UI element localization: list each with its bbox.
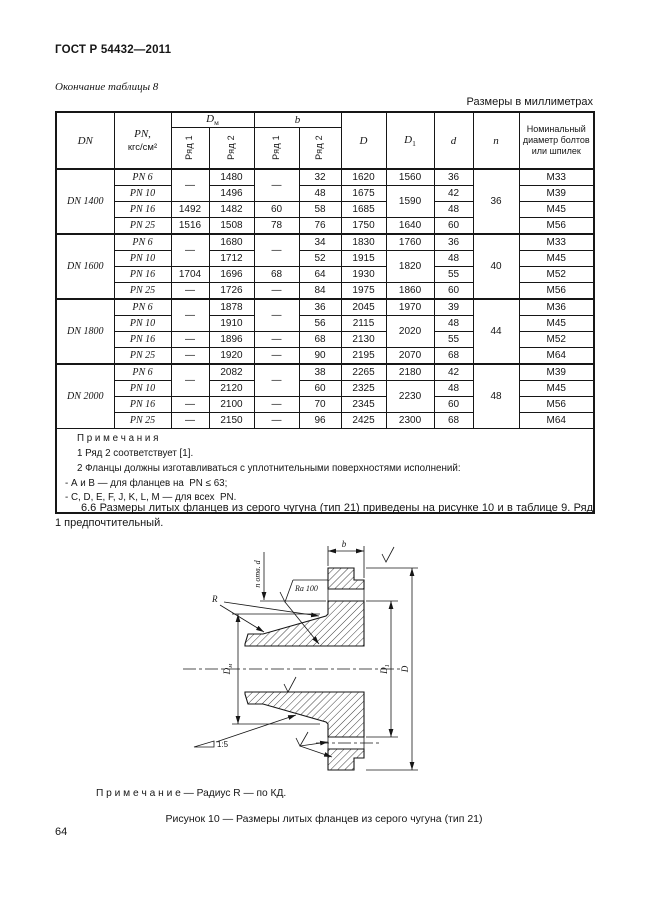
pn-cell: PN 16: [114, 397, 171, 413]
value-cell: 1560: [386, 169, 434, 186]
value-cell: 84: [299, 283, 341, 300]
value-cell: 60: [434, 283, 473, 300]
value-cell: 1878: [209, 299, 254, 316]
svg-text:Dм: $D_м$: [222, 663, 234, 675]
value-cell: 52: [299, 251, 341, 267]
value-cell: M52: [519, 267, 594, 283]
subcol-b-ryad1: Ряд 1: [254, 128, 299, 170]
pn-cell: PN 10: [114, 251, 171, 267]
table-row: [56, 169, 594, 186]
value-cell: —: [171, 397, 209, 413]
value-cell: 1516: [171, 218, 209, 235]
flange-figure: [168, 536, 430, 793]
pn-cell: PN 6: [114, 364, 171, 381]
value-cell: 64: [299, 267, 341, 283]
pn-cell: PN 6: [114, 299, 171, 316]
value-cell: 48: [434, 202, 473, 218]
value-cell: 1975: [341, 283, 386, 300]
value-cell: 36: [434, 169, 473, 186]
para-6-6: 6.6 Размеры литых фланцев из серого чугуна (тип 21) приведены на рисунке 10 и в таблице 9. Ряд 1 предпочтительный.: [55, 502, 593, 529]
value-cell: 96: [299, 413, 341, 429]
dn-cell: DN 2000: [56, 364, 114, 429]
value-cell: 1970: [386, 299, 434, 316]
value-cell: 36: [473, 169, 519, 234]
value-cell: 1508: [209, 218, 254, 235]
value-cell: 60: [254, 202, 299, 218]
pn-cell: PN 25: [114, 283, 171, 300]
pn-cell: PN 6: [114, 234, 171, 251]
value-cell: 68: [434, 413, 473, 429]
dn-cell: DN 1600: [56, 234, 114, 299]
value-cell: M33: [519, 234, 594, 251]
table-row: [56, 299, 594, 316]
dimensions-table: [55, 111, 595, 514]
value-cell: —: [254, 397, 299, 413]
table-row: [56, 364, 594, 381]
finish-mark-top-icon: [382, 547, 394, 562]
value-cell: 34: [299, 234, 341, 251]
value-cell: 2300: [386, 413, 434, 429]
finish-mark-hole-icon: [296, 732, 332, 757]
svg-text:D1: $D_1$: [379, 664, 391, 674]
value-cell: 2070: [386, 348, 434, 365]
subcol-b-ryad2: Ряд 2: [299, 128, 341, 170]
value-cell: 2195: [341, 348, 386, 365]
col-header-dm: $D_м$: [171, 112, 254, 128]
value-cell: M56: [519, 397, 594, 413]
page-number: 64: [55, 826, 68, 838]
value-cell: 48: [434, 251, 473, 267]
value-cell: 1704: [171, 267, 209, 283]
value-cell: 56: [299, 316, 341, 332]
value-cell: —: [254, 169, 299, 202]
value-cell: —: [254, 332, 299, 348]
value-cell: M45: [519, 381, 594, 397]
value-cell: 36: [434, 234, 473, 251]
value-cell: —: [171, 413, 209, 429]
value-cell: 55: [434, 267, 473, 283]
value-cell: —: [254, 234, 299, 267]
value-cell: 48: [299, 186, 341, 202]
value-cell: 2230: [386, 381, 434, 413]
value-cell: 42: [434, 186, 473, 202]
note-line: - А и В — для фланцев на PN ≤ 63;: [65, 477, 228, 489]
value-cell: 39: [434, 299, 473, 316]
value-cell: 48: [434, 381, 473, 397]
value-cell: 55: [434, 332, 473, 348]
value-cell: —: [171, 299, 209, 332]
value-cell: 2265: [341, 364, 386, 381]
value-cell: —: [254, 299, 299, 332]
value-cell: 40: [473, 234, 519, 299]
units-label: Размеры в миллиметрах: [466, 96, 593, 108]
value-cell: 2115: [341, 316, 386, 332]
value-cell: 1496: [209, 186, 254, 202]
value-cell: 1760: [386, 234, 434, 251]
value-cell: 1726: [209, 283, 254, 300]
value-cell: —: [171, 332, 209, 348]
pn-cell: PN 10: [114, 186, 171, 202]
value-cell: M56: [519, 218, 594, 235]
value-cell: —: [171, 348, 209, 365]
note-line: П р и м е ч а н и я: [77, 433, 159, 445]
value-cell: M33: [519, 169, 594, 186]
value-cell: 2130: [341, 332, 386, 348]
value-cell: 58: [299, 202, 341, 218]
subcol-dm-ryad2: Ряд 2: [209, 128, 254, 170]
table-head: [56, 112, 594, 169]
pn-cell: PN 16: [114, 202, 171, 218]
pn-symbol: PN,: [134, 128, 151, 141]
value-cell: —: [254, 364, 299, 397]
value-cell: M39: [519, 364, 594, 381]
value-cell: —: [171, 169, 209, 202]
value-cell: 1930: [341, 267, 386, 283]
value-cell: 1640: [386, 218, 434, 235]
value-cell: 1492: [171, 202, 209, 218]
pn-cell: PN 16: [114, 267, 171, 283]
col-header-d: d: [434, 112, 473, 169]
value-cell: 44: [473, 299, 519, 364]
pn-cell: PN 10: [114, 381, 171, 397]
value-cell: 78: [254, 218, 299, 235]
value-cell: —: [171, 283, 209, 300]
col-header-D1: $D_1$: [386, 112, 434, 169]
value-cell: 1480: [209, 169, 254, 186]
col-header-D: D: [341, 112, 386, 169]
value-cell: —: [254, 413, 299, 429]
value-cell: 1820: [386, 251, 434, 283]
pn-cell: PN 25: [114, 413, 171, 429]
value-cell: M52: [519, 332, 594, 348]
note-line: - C, D, E, F, J, K, L, M — для всех PN.: [65, 492, 237, 504]
value-cell: 38: [299, 364, 341, 381]
col-header-b: b: [254, 112, 341, 128]
note-line: 2 Фланцы должны изготавливаться с уплотнительными поверхностями исполнений:: [77, 462, 461, 474]
value-cell: 68: [299, 332, 341, 348]
value-cell: 1590: [386, 186, 434, 218]
col-header-dn: DN: [56, 112, 114, 169]
value-cell: M45: [519, 202, 594, 218]
svg-text:R: R: [212, 594, 218, 604]
value-cell: —: [254, 348, 299, 365]
pn-cell: PN 25: [114, 348, 171, 365]
value-cell: 32: [299, 169, 341, 186]
value-cell: 1750: [341, 218, 386, 235]
flange-drawing-svg: [168, 536, 430, 788]
value-cell: —: [171, 234, 209, 267]
value-cell: 2100: [209, 397, 254, 413]
value-cell: M45: [519, 316, 594, 332]
table-row: [56, 234, 594, 251]
value-cell: M36: [519, 299, 594, 316]
value-cell: 1685: [341, 202, 386, 218]
taper-callout: [194, 715, 296, 749]
value-cell: 68: [434, 348, 473, 365]
value-cell: 1860: [386, 283, 434, 300]
value-cell: 70: [299, 397, 341, 413]
table-body: [56, 169, 594, 429]
value-cell: 2325: [341, 381, 386, 397]
value-cell: 42: [434, 364, 473, 381]
value-cell: —: [171, 364, 209, 397]
pn-cell: PN 16: [114, 332, 171, 348]
value-cell: 48: [473, 364, 519, 429]
svg-text:n отв. d: n отв. d: [253, 560, 262, 588]
gost-number: ГОСТ Р 54432—2011: [55, 44, 172, 56]
value-cell: 2150: [209, 413, 254, 429]
figure-caption: Рисунок 10 — Размеры литых фланцев из серого чугуна (тип 21): [165, 813, 483, 825]
dim-holes: [253, 552, 326, 601]
col-header-pn: [114, 112, 171, 169]
value-cell: 60: [434, 218, 473, 235]
value-cell: 2180: [386, 364, 434, 381]
svg-text:D: D: [400, 665, 410, 673]
value-cell: 2120: [209, 381, 254, 397]
value-cell: 2045: [341, 299, 386, 316]
value-cell: 36: [299, 299, 341, 316]
table-continuation-label: Окончание таблицы 8: [55, 81, 159, 93]
value-cell: 2082: [209, 364, 254, 381]
pn-units: кгс/см²: [127, 141, 158, 153]
value-cell: 1712: [209, 251, 254, 267]
dn-cell: DN 1400: [56, 169, 114, 234]
finish-mark-bore-icon: [284, 677, 296, 692]
value-cell: 60: [299, 381, 341, 397]
value-cell: 2020: [386, 316, 434, 348]
value-cell: 1482: [209, 202, 254, 218]
value-cell: 1910: [209, 316, 254, 332]
value-cell: 48: [434, 316, 473, 332]
pn-cell: PN 25: [114, 218, 171, 235]
value-cell: 1920: [209, 348, 254, 365]
value-cell: M45: [519, 251, 594, 267]
pn-cell: PN 6: [114, 169, 171, 186]
subcol-dm-ryad1: Ряд 1: [171, 128, 209, 170]
svg-text:b: b: [341, 539, 347, 549]
col-header-bolts: Номинальный диаметр болтов или шпилек: [519, 112, 594, 169]
value-cell: 1680: [209, 234, 254, 251]
value-cell: 1915: [341, 251, 386, 267]
svg-text:Ra 100: Ra 100: [295, 584, 318, 593]
value-cell: 68: [254, 267, 299, 283]
figure-note: П р и м е ч а н и е — Радиус R — по КД.: [96, 788, 287, 799]
value-cell: 1696: [209, 267, 254, 283]
value-cell: M64: [519, 348, 594, 365]
value-cell: M56: [519, 283, 594, 300]
value-cell: M64: [519, 413, 594, 429]
svg-text:1:5: 1:5: [217, 740, 229, 749]
value-cell: 60: [434, 397, 473, 413]
value-cell: 1830: [341, 234, 386, 251]
pn-cell: PN 10: [114, 316, 171, 332]
note-line: 1 Ряд 2 соответствует [1].: [77, 448, 194, 460]
value-cell: 76: [299, 218, 341, 235]
value-cell: 2345: [341, 397, 386, 413]
value-cell: 1620: [341, 169, 386, 186]
value-cell: 1675: [341, 186, 386, 202]
value-cell: —: [254, 283, 299, 300]
value-cell: 2425: [341, 413, 386, 429]
value-cell: 90: [299, 348, 341, 365]
dn-cell: DN 1800: [56, 299, 114, 364]
col-header-n: n: [473, 112, 519, 169]
value-cell: M39: [519, 186, 594, 202]
value-cell: 1896: [209, 332, 254, 348]
